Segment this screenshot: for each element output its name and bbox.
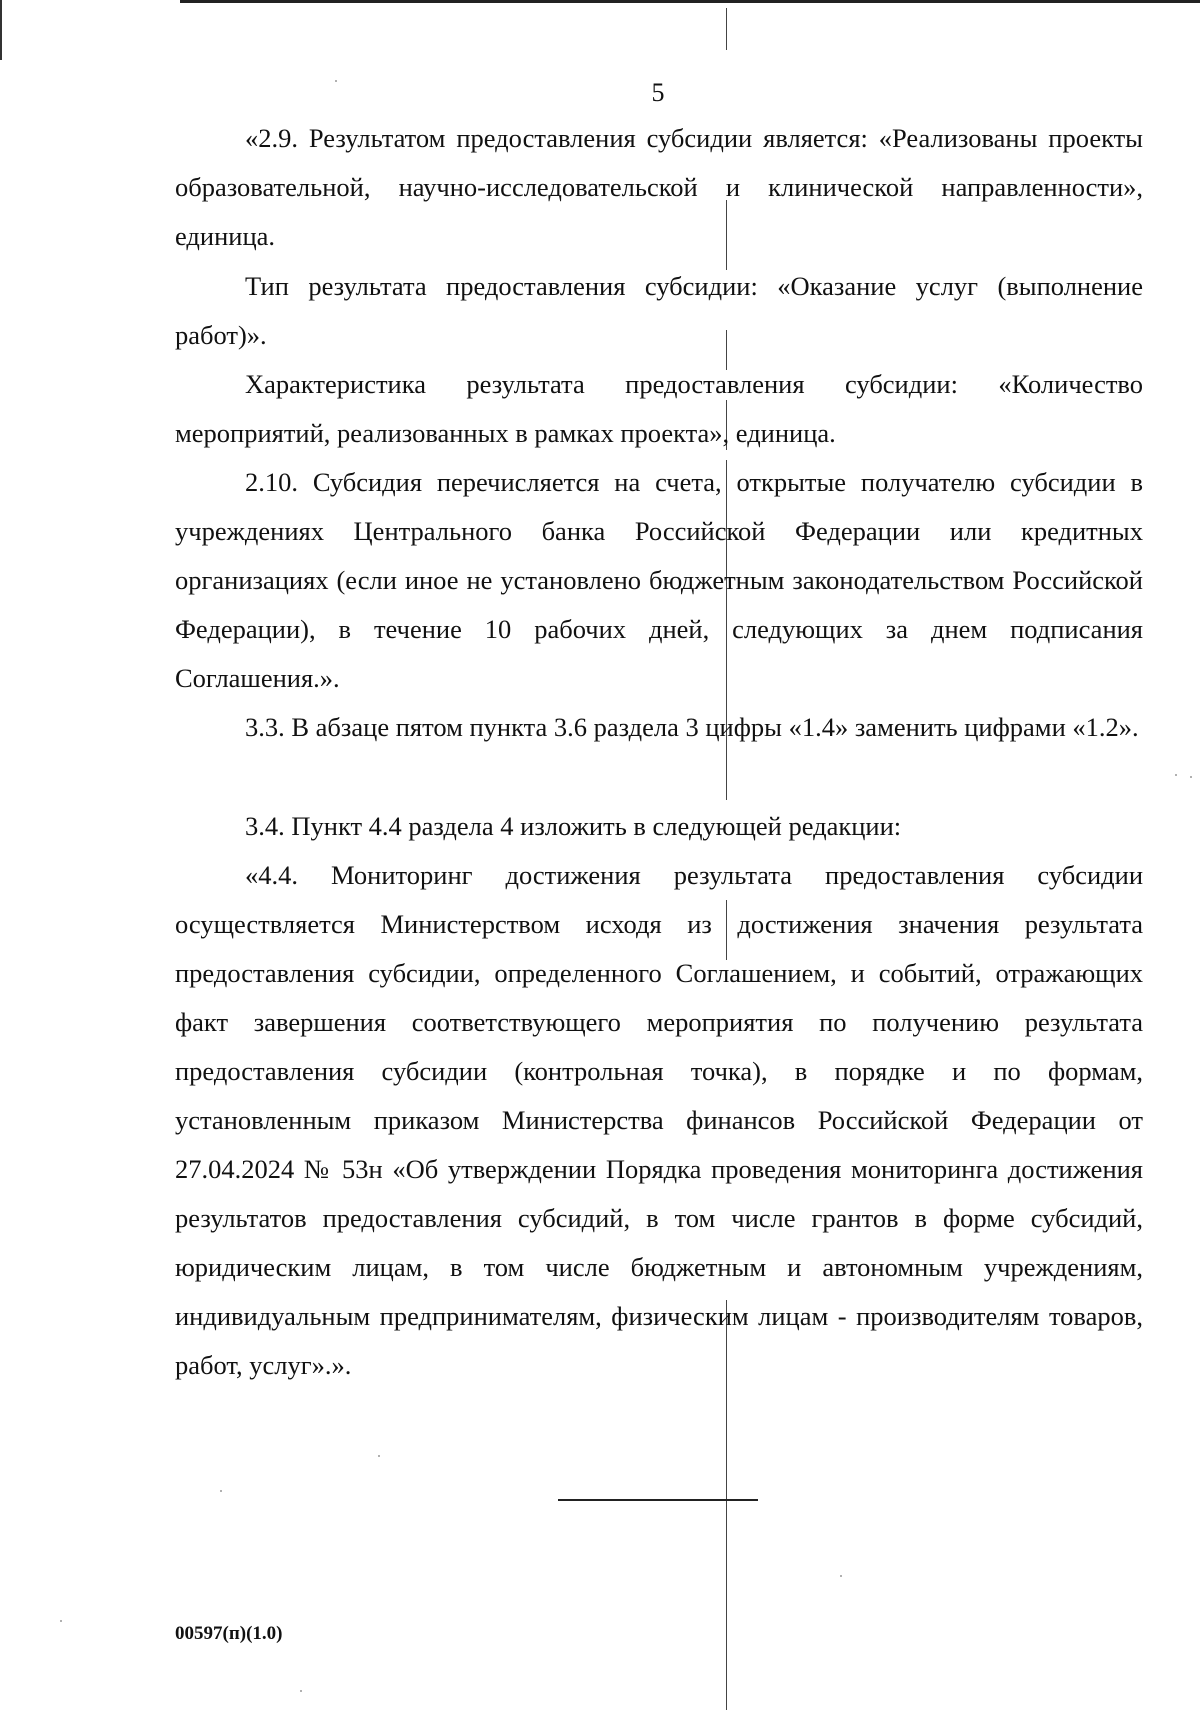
scan-speck — [1175, 774, 1177, 776]
scan-speck — [220, 1490, 222, 1492]
scan-speck — [378, 1455, 380, 1457]
end-separator-line — [558, 1499, 758, 1501]
scan-speck — [335, 80, 337, 82]
fold-line — [726, 8, 727, 50]
left-edge-line — [0, 0, 2, 60]
paragraph-result-characteristic: Характеристика результата предоставления субсидии: «Количество мероприятий, реализованных в рамках проекта», единица. — [175, 369, 1143, 448]
document-code: 00597(п)(1.0) — [175, 1623, 283, 1644]
scan-speck — [60, 1620, 62, 1622]
paragraph-3-4: 3.4. Пункт 4.4 раздела 4 изложить в следующей редакции: — [245, 811, 902, 841]
paragraph-result-type: Тип результата предоставления субсидии: «Оказание услуг (выполнение работ)». — [175, 271, 1143, 350]
scan-speck — [300, 1690, 302, 1692]
scan-speck — [1190, 776, 1192, 778]
paragraph-2-10: 2.10. Субсидия перечисляется на счета, открытые получателю субсидии в учреждениях Центрального банка Российской Федерации или кредитных организациях (если иное не установлено бюджетным законодательством Российской Федерации), в течение 10 рабочих дней, следующих за днем подписания Соглашения.». — [175, 467, 1143, 693]
paragraph-3-3: 3.3. В абзаце пятом пункта 3.6 раздела 3 цифры «1.4» заменить цифрами «1.2». — [245, 712, 1139, 742]
page-number: 5 — [651, 78, 665, 107]
scan-speck — [840, 1575, 842, 1577]
top-edge-line — [180, 0, 1200, 3]
paragraph-2-9: «2.9. Результатом предоставления субсидии является: «Реализованы проекты образовательной, научно-исследовательской и клинической направленности», единица. — [175, 123, 1143, 251]
paragraph-4-4: «4.4. Мониторинг достижения результата предоставления субсидии осуществляется Министерством исходя из достижения значения результата предоставления субсидии, определенного Соглашением, и событий, отражающих факт завершения соответствующего мероприятия по получению результата предоставления субсидии (контрольная точка), в порядке и по формам, установленным приказом Министерства финансов Российской Федерации от 27.04.2024 № 53н «Об утверждении Порядка проведения мониторинга достижения результатов предоставления субсидий, в том числе грантов в форме субсидий, юридическим лицам, в том числе бюджетным и автономным учреждениям, индивидуальным предпринимателям, физическим лицам - производителям товаров, работ, услуг».». — [175, 860, 1143, 1380]
